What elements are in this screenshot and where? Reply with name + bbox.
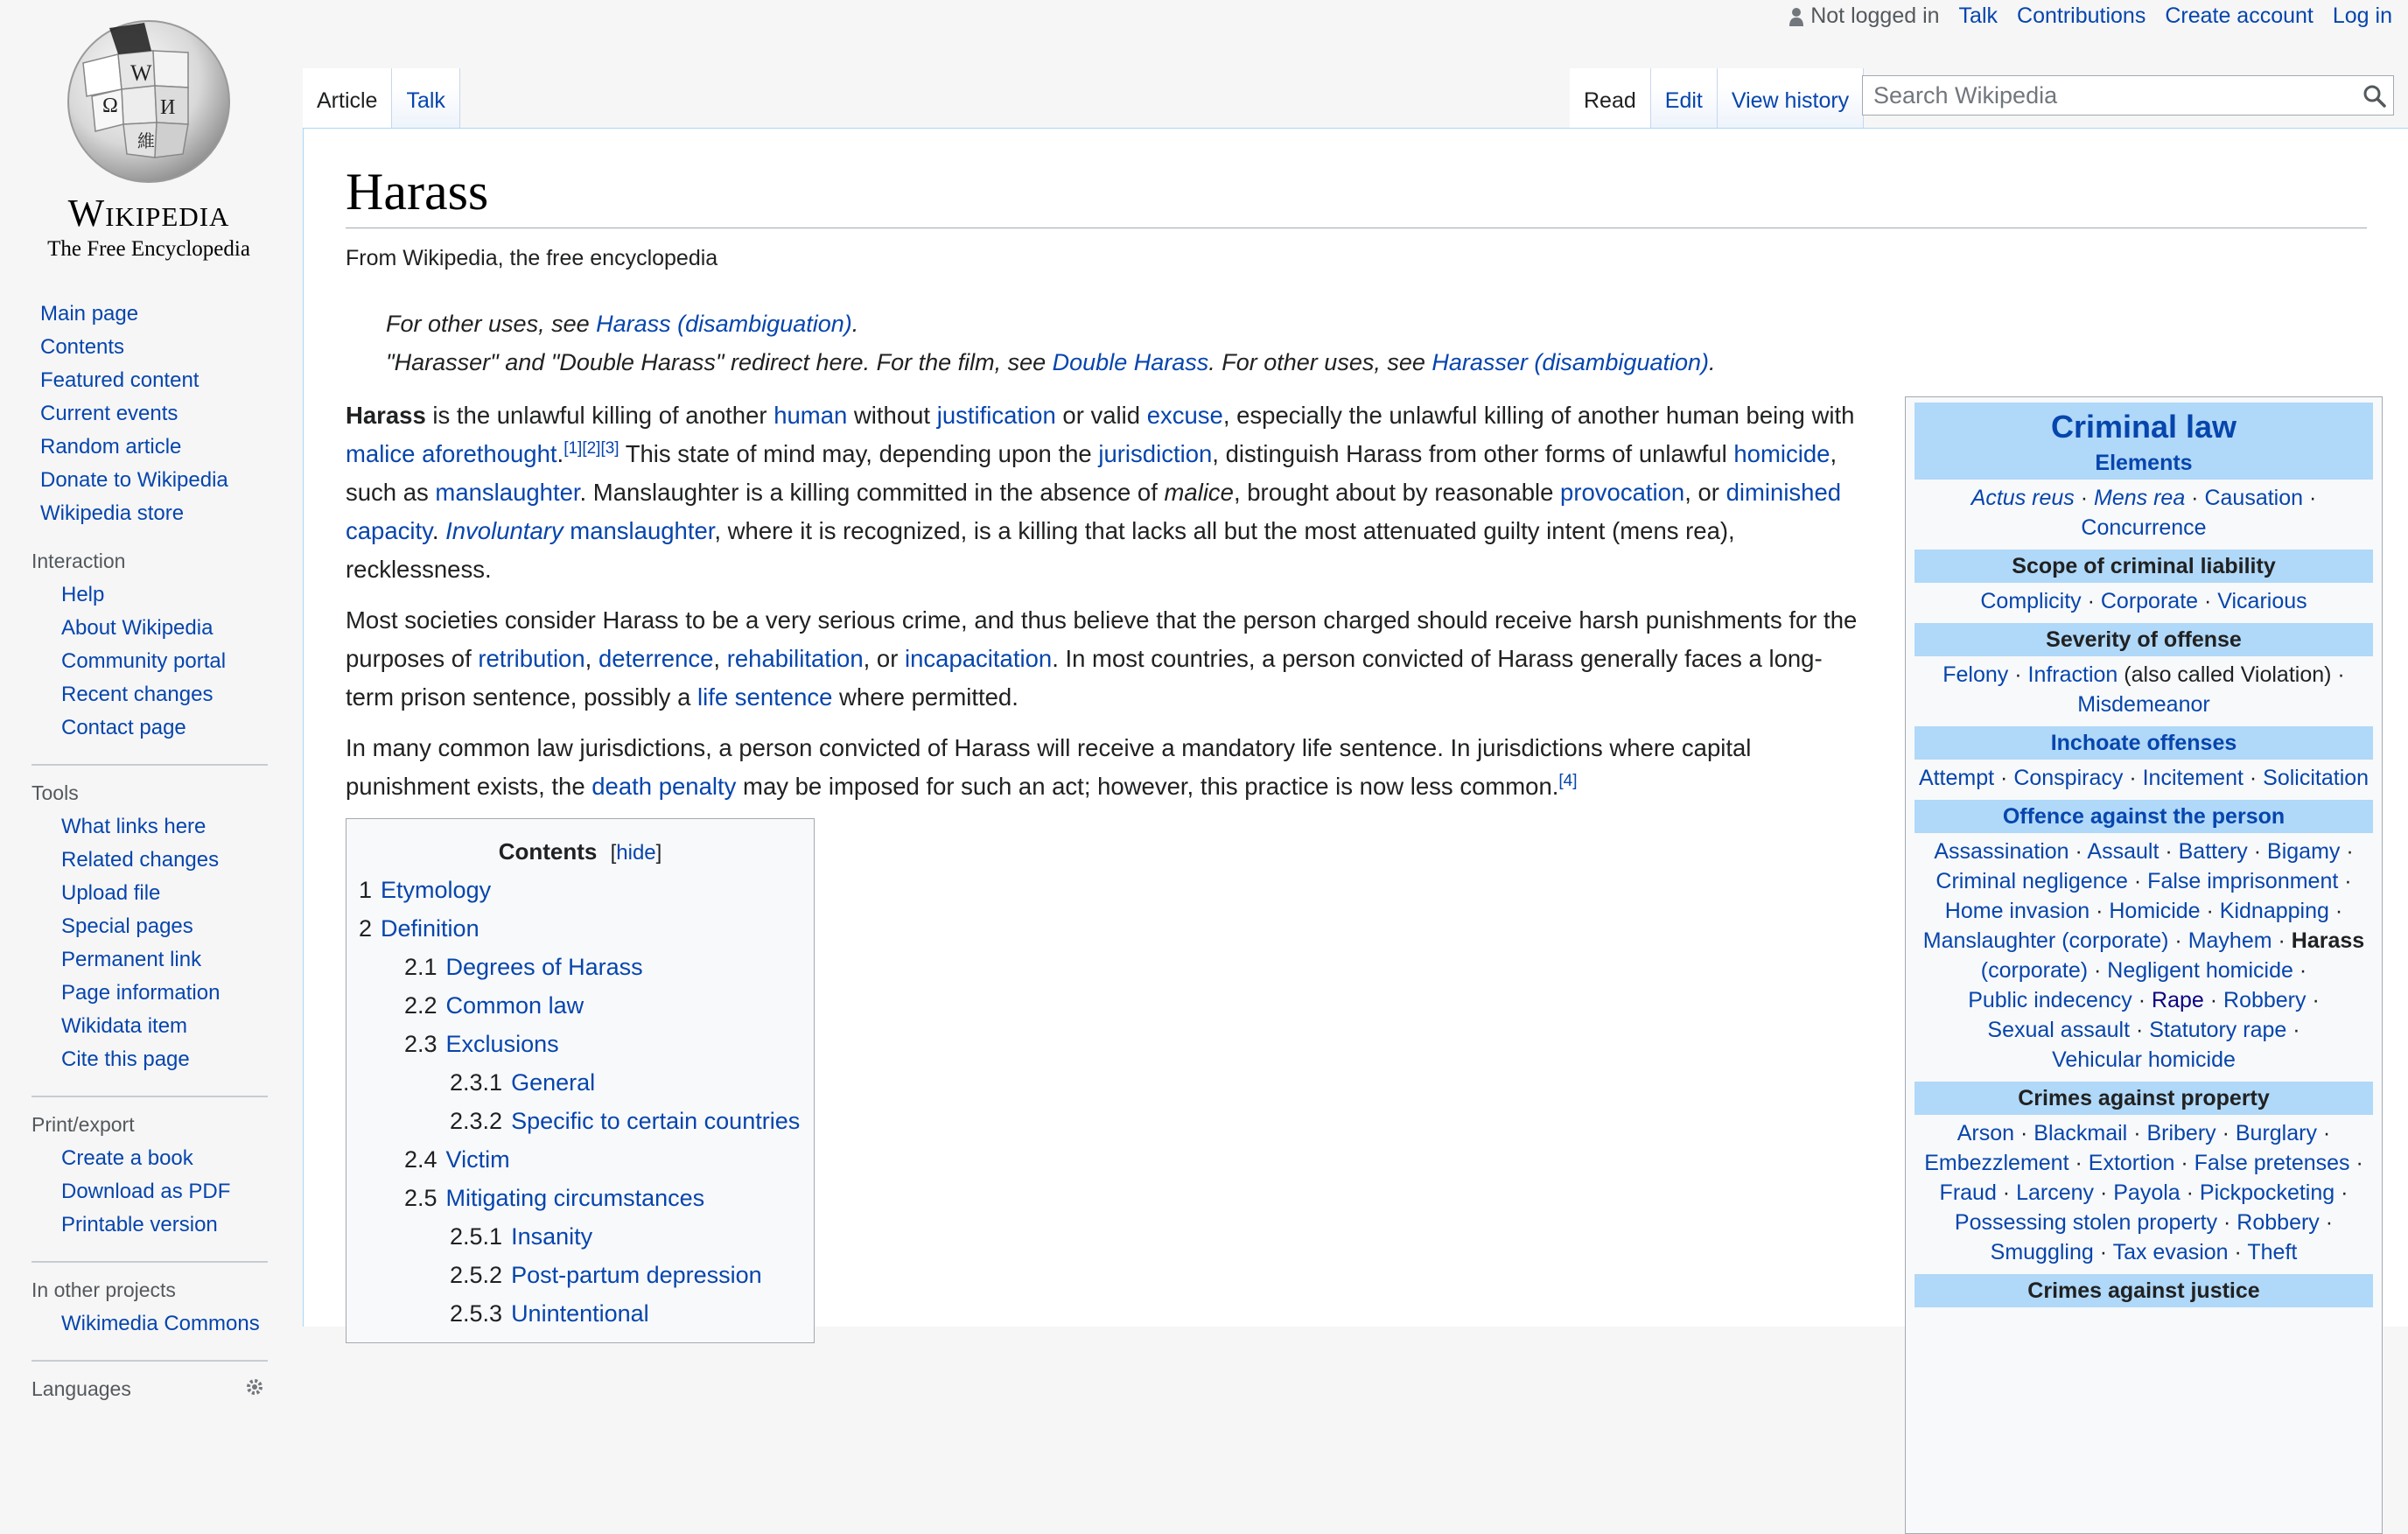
page-title: Harass: [346, 162, 2367, 228]
link-provocation[interactable]: provocation: [1560, 479, 1685, 506]
toc-item[interactable]: [359, 1294, 814, 1333]
text: ,: [713, 645, 727, 672]
infobox-section-heading: Severity of offense: [1914, 623, 2373, 656]
tab-edit[interactable]: [1651, 68, 1718, 128]
toc-number: 2.5.2: [450, 1262, 503, 1288]
infobox-link[interactable]: Arson: [1956, 1121, 2015, 1145]
namespace-tabs: [303, 68, 460, 128]
toc-link[interactable]: Insanity: [511, 1223, 593, 1250]
infobox-link[interactable]: (corporate): [2062, 928, 2169, 953]
hatnote-text: .: [1709, 349, 1716, 375]
tab-article-label: Article: [317, 88, 378, 113]
hatnote-disambiguation: [386, 311, 858, 338]
toc-link[interactable]: Degrees of Harass: [445, 954, 643, 980]
infobox-link[interactable]: Rape: [2152, 988, 2204, 1012]
infobox-link[interactable]: Embezzlement: [1924, 1151, 2069, 1175]
sidebar-other-projects: [32, 1278, 289, 1341]
sidebar-divider: [32, 1360, 268, 1362]
toc-list: [346, 871, 814, 1333]
tab-read[interactable]: [1570, 68, 1651, 128]
infobox-link[interactable]: Smuggling: [1990, 1240, 2094, 1264]
infobox-link[interactable]: Misdemeanor: [2077, 692, 2210, 717]
sidebar-heading-other-projects: In other projects: [32, 1278, 176, 1301]
tab-talk[interactable]: [392, 68, 459, 128]
link-deterrence[interactable]: deterrence: [598, 645, 714, 672]
sidebar-item-special-pages[interactable]: Special pages: [61, 914, 193, 938]
toc-item[interactable]: [359, 986, 814, 1025]
toc-link[interactable]: Specific to certain countries: [511, 1108, 801, 1134]
infobox-link[interactable]: Theft: [2247, 1240, 2298, 1264]
toc-number: 2.5.3: [450, 1300, 503, 1327]
text: , or: [863, 645, 906, 672]
hatnote-text: .: [851, 311, 859, 337]
infobox-link[interactable]: Fraud: [1939, 1180, 1997, 1205]
search-input[interactable]: [1872, 81, 2348, 110]
link-excuse[interactable]: excuse: [1146, 402, 1223, 429]
infobox-link[interactable]: Assault: [2087, 839, 2160, 864]
reference-2[interactable]: [2]: [582, 438, 601, 458]
toc-number: 2.5: [404, 1185, 438, 1211]
reference-4[interactable]: [4]: [1558, 771, 1578, 790]
sidebar-navigation: [32, 298, 289, 530]
toc-item[interactable]: [359, 1256, 814, 1294]
text: Most societies consider Harass to be a very serious crime, and thus believe that the person charged should receive harsh punishments for the purposes of: [346, 606, 1858, 672]
gear-icon[interactable]: [245, 1377, 264, 1397]
infobox-section-heading[interactable]: Offence against the person: [1914, 800, 2373, 833]
harasser-disambiguation-link[interactable]: Harasser (disambiguation): [1432, 349, 1710, 375]
harass-disambiguation-link[interactable]: Harass (disambiguation): [596, 311, 852, 337]
sidebar-item-community-portal[interactable]: Community portal: [61, 649, 227, 673]
text: , or: [1684, 479, 1726, 506]
sidebar-interaction: [32, 550, 289, 745]
site-subtitle: From Wikipedia, the free encyclopedia: [346, 246, 718, 270]
infobox-property-row: Arson · Blackmail · Bribery · Burglary · Embezzlement · Extortion · False pretenses · Fraud · Larceny · Payola · Pickpocketing · Possessing stolen property · Robbery · Smuggling · Tax evasion · Theft: [1924, 1121, 2363, 1264]
user-icon: [1789, 7, 1803, 26]
toc-number: 2.3.1: [450, 1069, 503, 1096]
infobox-link[interactable]: Extortion: [2088, 1151, 2175, 1175]
toc-link[interactable]: Victim: [445, 1146, 510, 1173]
toc-item[interactable]: [359, 1217, 814, 1256]
toc-item[interactable]: [359, 948, 814, 986]
not-logged-in: [1789, 4, 1939, 29]
toc-link[interactable]: Unintentional: [511, 1300, 649, 1327]
text: may be imposed for such an act; however, this practice is now less common.: [736, 773, 1559, 800]
italic-term: malice: [1164, 479, 1234, 506]
infobox-link[interactable]: Incitement: [2142, 766, 2244, 790]
infobox-link[interactable]: Attempt: [1918, 766, 1995, 790]
text: where permitted.: [832, 683, 1018, 711]
sidebar-item-permanent-link[interactable]: Permanent link: [61, 948, 202, 971]
view-tabs: [1570, 68, 1864, 128]
content-area: [303, 128, 2408, 1327]
toc-hide-toggle[interactable]: [hide]: [610, 841, 662, 865]
sidebar-heading-tools: Tools: [32, 781, 79, 804]
infobox-inchoate-row: Attempt · Conspiracy · Incitement · Solicitation: [1918, 766, 2370, 790]
toc-item[interactable]: [359, 1025, 814, 1063]
infobox-link[interactable]: Conspiracy: [2013, 766, 2124, 790]
text: In many common law jurisdictions, a person convicted of Harass will receive a mandatory life sentence. In jurisdictions where capital punishment exists, the: [346, 734, 1752, 800]
logo-tagline: The Free Encyclopedia: [47, 237, 250, 261]
tab-read-label: Read: [1584, 88, 1636, 113]
infobox-section-heading: Scope of criminal liability: [1914, 550, 2373, 583]
toc-item[interactable]: [359, 1102, 814, 1140]
infobox-link[interactable]: Sexual assault: [1987, 1018, 2131, 1042]
sidebar-divider: [32, 764, 268, 766]
sidebar-item-recent-changes[interactable]: Recent changes: [61, 683, 214, 706]
link-retribution[interactable]: retribution: [478, 645, 585, 672]
toc-number: 2.3.2: [450, 1108, 503, 1134]
tab-edit-label: Edit: [1664, 88, 1703, 113]
infobox-link[interactable]: Mayhem: [2188, 928, 2272, 953]
toc-number: 2.1: [404, 954, 438, 980]
infobox-link[interactable]: Concurrence: [2081, 515, 2207, 540]
text: , where it is recognized, is a killing that lacks all but the most attenuated guilty intent (mens rea), recklessness.: [346, 517, 1735, 583]
paragraph-punishment: [346, 601, 1859, 717]
link-diminished-capacity[interactable]: diminished capacity: [346, 479, 1842, 544]
tab-article[interactable]: [303, 68, 392, 128]
sidebar-item-main-page[interactable]: Main page: [40, 302, 139, 326]
toc-link[interactable]: Mitigating circumstances: [445, 1185, 705, 1211]
infobox-link[interactable]: Larceny: [2016, 1180, 2095, 1205]
link-death-penalty[interactable]: death penalty: [592, 773, 737, 800]
infobox-link[interactable]: Kidnapping: [2219, 899, 2329, 923]
infobox-link[interactable]: Actus reus: [1970, 486, 2075, 510]
infobox-link[interactable]: Homicide: [2109, 899, 2201, 923]
toc-number: 2: [359, 915, 373, 942]
infobox-section-heading: Crimes against property: [1914, 1082, 2373, 1115]
tab-talk-label: Talk: [406, 88, 445, 113]
toc-link[interactable]: Exclusions: [445, 1031, 559, 1057]
infobox-link[interactable]: False pretenses: [2194, 1151, 2350, 1175]
infobox-link[interactable]: Felony: [1942, 662, 2009, 687]
link-malice-aforethought[interactable]: malice aforethought: [346, 440, 557, 467]
hatnote-text: For other uses, see: [386, 311, 597, 337]
sidebar-item-what-links-here[interactable]: What links here: [61, 815, 206, 838]
sidebar-heading-interaction: Interaction: [32, 550, 126, 572]
text: or valid: [1055, 402, 1147, 429]
infobox-link[interactable]: Criminal negligence: [1936, 869, 2128, 893]
text: This state of mind may, depending upon the: [619, 440, 1099, 467]
link-jurisdiction[interactable]: jurisdiction: [1098, 440, 1213, 467]
infobox-link[interactable]: Causation: [2204, 486, 2304, 510]
toc-item[interactable]: [359, 1063, 814, 1102]
infobox-link[interactable]: Pickpocketing: [2199, 1180, 2335, 1205]
toc-item[interactable]: [359, 871, 814, 909]
sidebar-divider: [32, 1261, 268, 1263]
sidebar-item-about[interactable]: About Wikipedia: [61, 616, 214, 640]
sidebar-item-cite-this-page[interactable]: Cite this page: [61, 1047, 190, 1071]
sidebar-item-current-events[interactable]: Current events: [40, 402, 178, 425]
infobox-link[interactable]: Solicitation: [2263, 766, 2370, 790]
toc-number: 2.4: [404, 1146, 438, 1173]
sidebar-item-help[interactable]: Help: [61, 583, 105, 606]
toc-item[interactable]: [359, 1140, 814, 1179]
svg-text:Ω: Ω: [102, 95, 118, 117]
contributions-link[interactable]: Contributions: [2017, 4, 2146, 28]
toc-item[interactable]: [359, 1179, 814, 1217]
toc-hide-link[interactable]: hide: [616, 841, 656, 865]
toc-number: 1: [359, 877, 373, 903]
log-in-link[interactable]: Log in: [2332, 4, 2392, 28]
text: , brought about by reasonable: [1233, 479, 1561, 506]
sidebar-item-download-pdf[interactable]: Download as PDF: [61, 1180, 231, 1203]
bold-term: Harass: [346, 402, 426, 429]
link-incapacitation[interactable]: incapacitation: [905, 645, 1053, 672]
sidebar-print-export: [32, 1113, 289, 1242]
wikipedia-logo[interactable]: [26, 11, 271, 262]
link-justification[interactable]: justification: [936, 402, 1056, 429]
infobox-note: (also called Violation): [2124, 662, 2332, 687]
tab-view-history-label: View history: [1731, 88, 1850, 113]
text: .: [431, 517, 446, 544]
sidebar-item-page-information[interactable]: Page information: [61, 981, 220, 1005]
infobox-section-heading[interactable]: Inchoate offenses: [1914, 726, 2373, 760]
toc-link[interactable]: Etymology: [381, 877, 492, 903]
infobox-link[interactable]: Tax evasion: [2112, 1240, 2229, 1264]
table-of-contents: [346, 818, 815, 1343]
infobox-link[interactable]: Blackmail: [2034, 1121, 2128, 1145]
personal-tools: [1789, 4, 2392, 29]
text: . Manslaughter is a killing committed in the absence of: [579, 479, 1165, 506]
search-icon[interactable]: [2362, 83, 2388, 109]
hatnote-text: "Harasser" and "Double Harass" redirect here. For the film, see: [386, 349, 1053, 375]
svg-text:維: 維: [137, 130, 155, 151]
toc-number: 2.3: [404, 1031, 438, 1057]
text: . In most countries, a person convicted of Harass generally faces a long-term prison sentence, possibly a: [346, 645, 1823, 711]
sidebar-item-featured-content[interactable]: Featured content: [40, 368, 200, 392]
infobox-link[interactable]: Vehicular homicide: [2052, 1047, 2236, 1072]
infobox-current-page: Harass: [2291, 928, 2365, 953]
infobox-link[interactable]: (corporate): [1980, 958, 2089, 983]
sidebar-heading-print-export: Print/export: [32, 1113, 135, 1136]
infobox-link[interactable]: Infraction: [2027, 662, 2118, 687]
text: , distinguish Harass from other forms of unlawful: [1212, 440, 1734, 467]
talk-link[interactable]: Talk: [1958, 4, 1998, 28]
svg-text:W: W: [130, 60, 152, 86]
sidebar-item-wikidata-item[interactable]: Wikidata item: [61, 1014, 188, 1038]
link-involuntary[interactable]: Involuntary: [445, 517, 564, 544]
svg-text:И: И: [160, 96, 176, 119]
sidebar-item-upload-file[interactable]: Upload file: [61, 881, 161, 905]
text: , especially the unlawful killing of another human being with: [1222, 402, 1855, 429]
infobox-link[interactable]: Possessing stolen property: [1954, 1210, 2218, 1235]
infobox-link[interactable]: Bribery: [2146, 1121, 2216, 1145]
text: , such as: [346, 440, 1838, 506]
sidebar-item-contact-page[interactable]: Contact page: [61, 716, 186, 739]
text: .: [556, 440, 564, 467]
infobox-title-block: [1914, 403, 2373, 480]
reference-3[interactable]: [3]: [600, 438, 620, 458]
text: is the unlawful killing of another: [425, 402, 774, 429]
infobox-section-heading: Crimes against justice: [1914, 1274, 2373, 1307]
criminal-law-sidebar: [1905, 396, 2383, 1534]
link-manslaughter[interactable]: manslaughter: [435, 479, 580, 506]
infobox-subtitle-link[interactable]: Elements: [2095, 451, 2193, 475]
text: without: [847, 402, 937, 429]
toc-item[interactable]: [359, 909, 814, 948]
sidebar-item-donate[interactable]: Donate to Wikipedia: [40, 468, 228, 492]
infobox-person-row: Assassination · Assault · Battery · Bigamy · Criminal negligence · False imprisonment · Home invasion · Homicide · Kidnapping · Manslaughter (corporate) · Mayhem · Harass (corporate) · Negligent homicide · Public indecency · Rape · Robbery · Sexual assault · Statutory rape · Vehicular homicide: [1922, 839, 2365, 1072]
link-rehabilitation[interactable]: rehabilitation: [726, 645, 864, 672]
create-account-link[interactable]: Create account: [2165, 4, 2314, 28]
infobox-link[interactable]: Complicity: [1980, 589, 2082, 613]
infobox-link[interactable]: Mens rea: [2094, 486, 2186, 510]
sidebar-divider: [32, 1096, 268, 1097]
sidebar: [0, 298, 289, 1420]
infobox-title-link[interactable]: Criminal law: [2050, 409, 2237, 445]
infobox-scope-row: Complicity · Corporate · Vicarious: [1980, 589, 2307, 613]
sidebar-item-store[interactable]: Wikipedia store: [40, 501, 185, 525]
infobox-severity-row: Felony · Infraction (also called Violation) · Misdemeanor: [1942, 662, 2345, 717]
sidebar-item-contents[interactable]: Contents: [40, 335, 125, 359]
infobox-link[interactable]: Assassination: [1934, 839, 2069, 864]
link-life-sentence[interactable]: life sentence: [697, 683, 833, 711]
hatnote-redirect: [386, 349, 1716, 376]
toc-link[interactable]: Post-partum depression: [511, 1262, 762, 1288]
toc-link[interactable]: Common law: [445, 992, 584, 1019]
infobox-link[interactable]: False imprisonment: [2147, 869, 2339, 893]
reference-1[interactable]: [1]: [564, 438, 583, 458]
toc-link[interactable]: Definition: [381, 915, 480, 942]
sidebar-languages: [32, 1377, 289, 1401]
infobox-link[interactable]: Home invasion: [1944, 899, 2090, 923]
infobox-link[interactable]: Robbery: [2223, 988, 2306, 1012]
sidebar-item-wikimedia-commons[interactable]: Wikimedia Commons: [61, 1312, 260, 1335]
search-box: [1862, 75, 2394, 116]
infobox-link[interactable]: Public indecency: [1968, 988, 2132, 1012]
toc-header: [346, 838, 814, 865]
infobox-link[interactable]: Battery: [2178, 839, 2248, 864]
sidebar-tools: [32, 781, 289, 1076]
toc-link[interactable]: General: [511, 1069, 596, 1096]
sidebar-item-printable-version[interactable]: Printable version: [61, 1213, 218, 1236]
paragraph-intro: [346, 396, 1859, 589]
sidebar-item-create-book[interactable]: Create a book: [61, 1146, 193, 1170]
infobox-link[interactable]: Manslaughter: [1922, 928, 2056, 953]
hatnote-text: . For other uses, see: [1208, 349, 1432, 375]
logo-wordmark: Wikipedia: [67, 192, 230, 235]
sidebar-item-random-article[interactable]: Random article: [40, 435, 182, 459]
link-homicide[interactable]: homicide: [1733, 440, 1830, 467]
toc-title: Contents: [498, 838, 598, 865]
link-human[interactable]: human: [774, 402, 848, 429]
infobox-link[interactable]: Vicarious: [2217, 589, 2307, 613]
toc-number: 2.5.1: [450, 1223, 503, 1250]
infobox-elements-row: Actus reus · Mens rea · Causation · Concurrence: [1970, 486, 2317, 540]
double-harass-link[interactable]: Double Harass: [1052, 349, 1209, 375]
infobox-link[interactable]: Statutory rape: [2149, 1018, 2287, 1042]
tab-view-history[interactable]: [1718, 68, 1864, 128]
infobox-link[interactable]: Burglary: [2235, 1121, 2317, 1145]
sidebar-item-related-changes[interactable]: Related changes: [61, 848, 220, 872]
toc-number: 2.2: [404, 992, 438, 1019]
paragraph-common-law: [346, 729, 1859, 806]
infobox-link[interactable]: Payola: [2113, 1180, 2180, 1205]
infobox-link[interactable]: Robbery: [2236, 1210, 2320, 1235]
not-logged-in-text: Not logged in: [1810, 4, 1940, 28]
puzzle-globe-icon: [57, 11, 241, 186]
text: ,: [584, 645, 598, 672]
link-involuntary-manslaughter[interactable]: manslaughter: [570, 517, 715, 544]
sidebar-heading-languages: Languages: [32, 1377, 131, 1400]
infobox-link[interactable]: Negligent homicide: [2107, 958, 2293, 983]
infobox-link[interactable]: Bigamy: [2267, 839, 2341, 864]
infobox-link[interactable]: Corporate: [2100, 589, 2199, 613]
